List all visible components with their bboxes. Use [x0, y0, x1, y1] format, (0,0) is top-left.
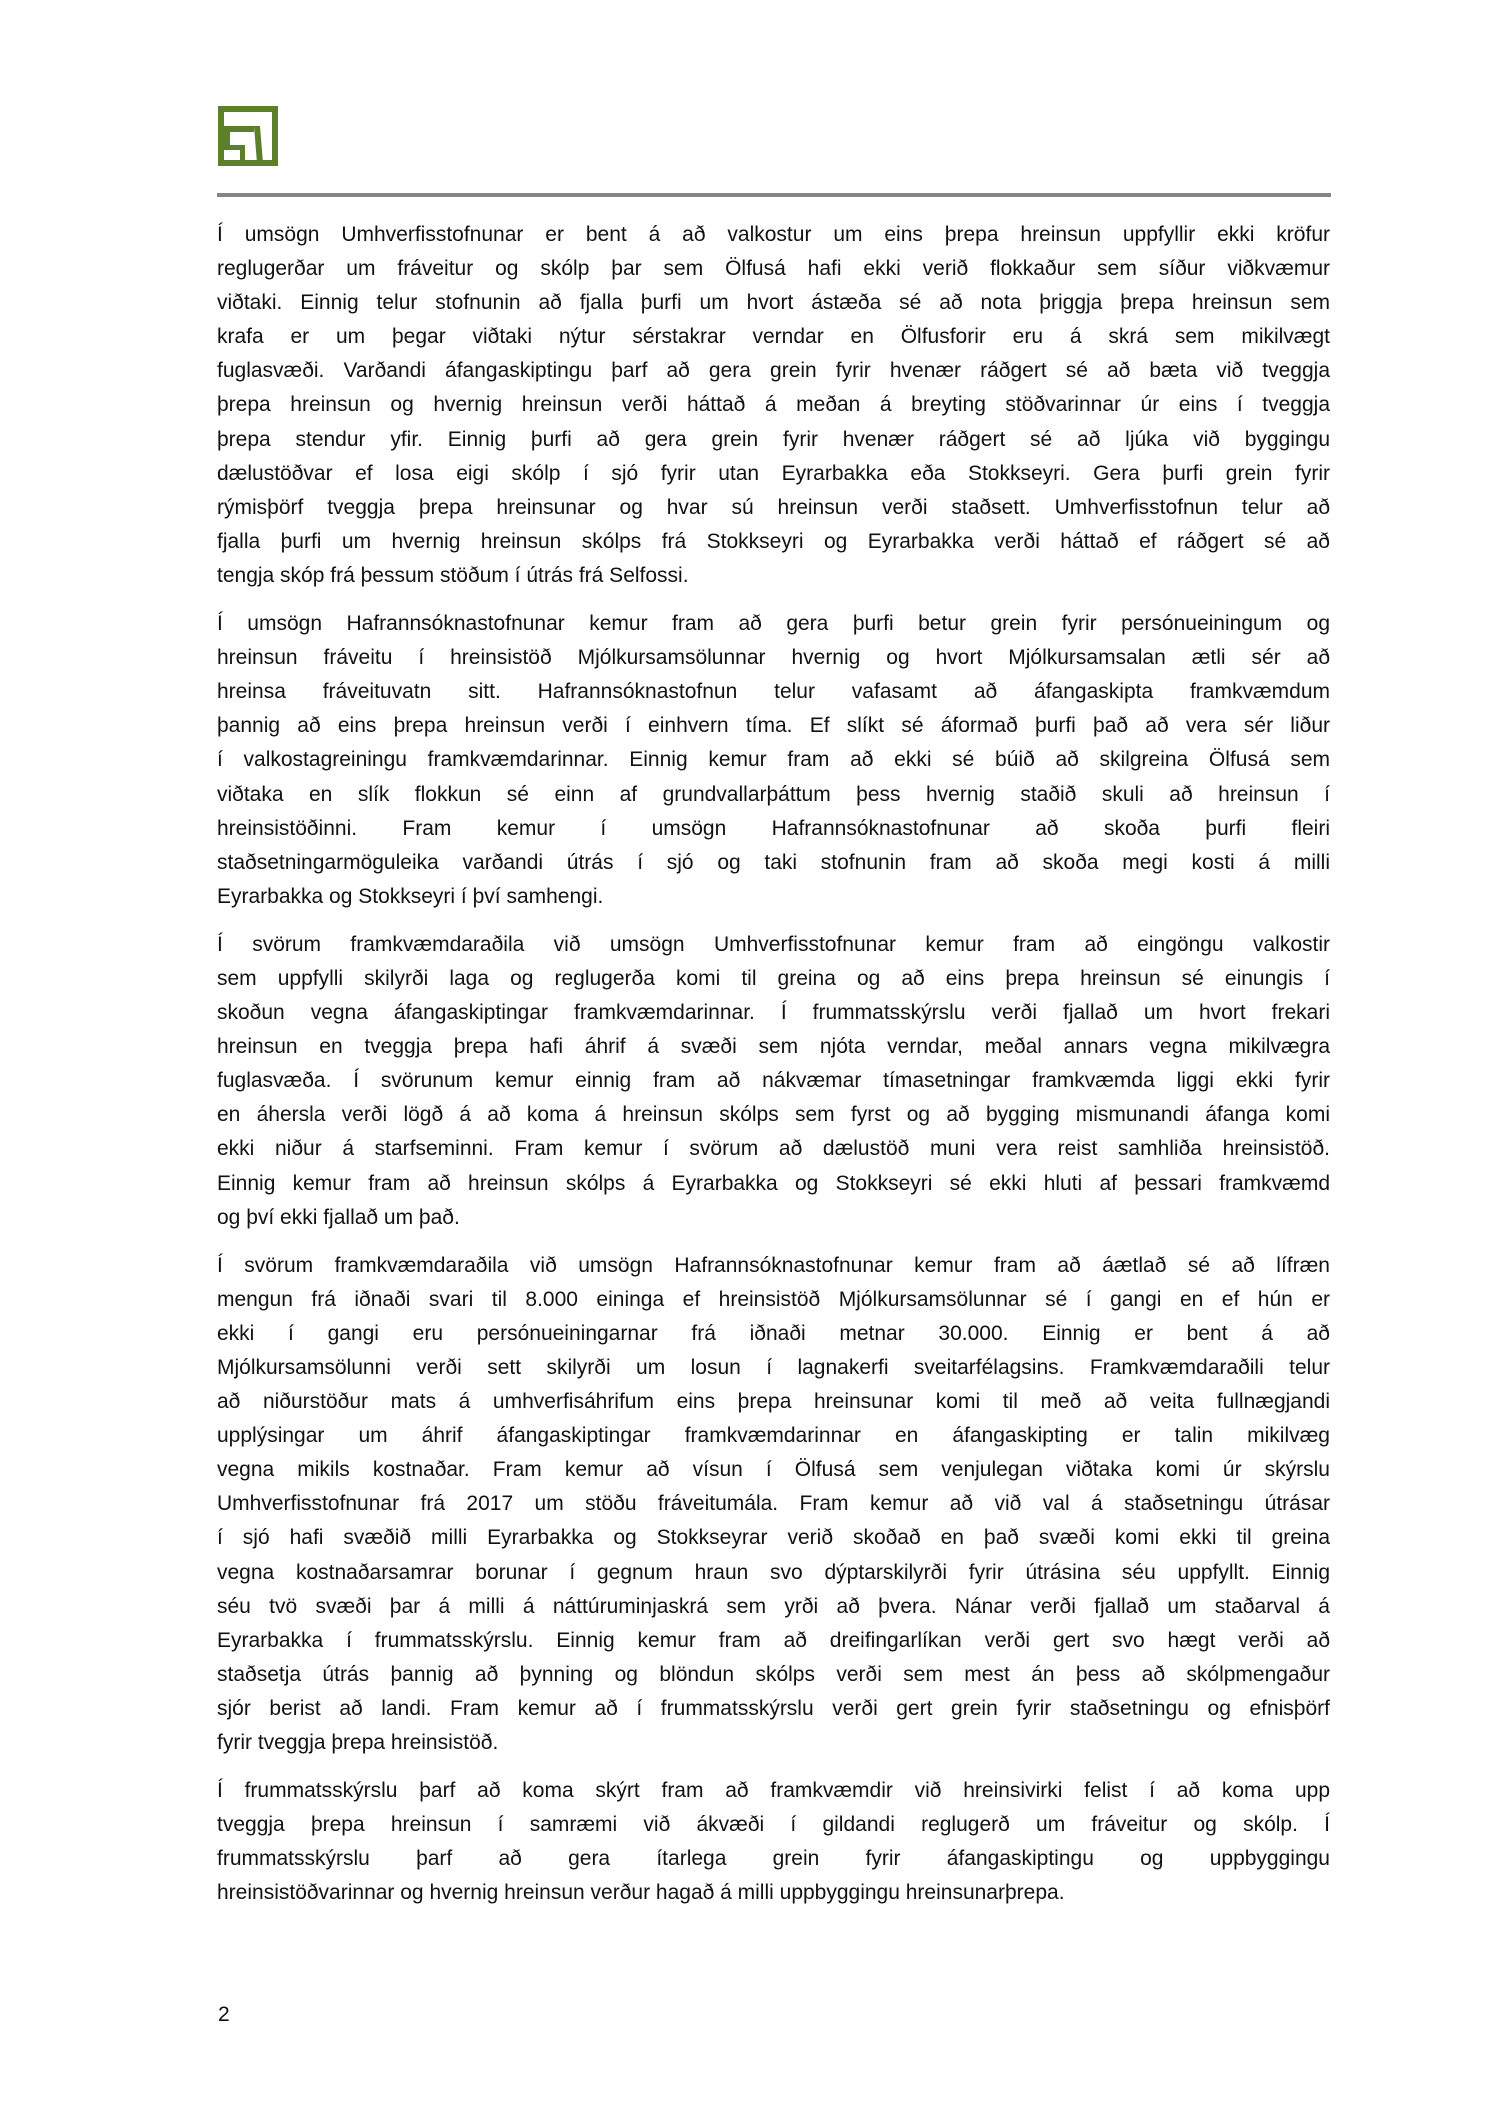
- paragraph-line: vegna mikils kostnaðar. Fram kemur að vísun í Ölfusá sem venjulegan viðtaka komi úr skýrslu: [217, 1458, 1330, 1482]
- paragraph: [217, 928, 1330, 1235]
- paragraph: [217, 1774, 1330, 1910]
- header-rule: [217, 193, 1331, 197]
- organization-logo-icon: [218, 106, 278, 166]
- page-number: 2: [218, 2003, 230, 2026]
- paragraph-line: frummatsskýrslu þarf að gera ítarlega grein fyrir áfangaskiptingu og uppbyggingu: [217, 1847, 1330, 1871]
- paragraph-line: mengun frá iðnaði svari til 8.000 eininga ef hreinsistöð Mjólkursamsölunnar sé í gangi en ef hún er: [217, 1287, 1330, 1311]
- paragraph-line: og því ekki fjallað um það.: [217, 1205, 460, 1229]
- paragraph-line: reglugerðar um fráveitur og skólp þar sem Ölfusá hafi ekki verið flokkaður sem síður viðkvæmur: [217, 257, 1330, 281]
- paragraph-line: í sjó hafi svæðið milli Eyrarbakka og Stokkseyrar verið skoðað en það svæði komi ekki til greina: [217, 1526, 1330, 1550]
- paragraph-line: tengja skóp frá þessum stöðum í útrás frá Selfossi.: [217, 563, 689, 587]
- paragraph-line: Eyrarbakka í frummatsskýrslu. Einnig kemur fram að dreifingarlíkan verði gert svo hægt verði að: [217, 1628, 1330, 1652]
- paragraph-line: skoðun vegna áfangaskiptingar framkvæmdarinnar. Í frummatsskýrslu verði fjallað um hvort frekari: [217, 1001, 1330, 1025]
- paragraph-line: Eyrarbakka og Stokkseyri í því samhengi.: [217, 884, 604, 908]
- paragraph-line: Mjólkursamsölunni verði sett skilyrði um losun í lagnakerfi sveitarfélagsins. Framkvæmdaraðili telur: [217, 1356, 1330, 1379]
- paragraph: [217, 607, 1330, 914]
- paragraph-line: staðsetningarmöguleika varðandi útrás í sjó og taki stofnunin fram að skoða megi kosti á milli: [217, 850, 1330, 874]
- paragraph-line: fyrir tveggja þrepa hreinsistöð.: [217, 1731, 499, 1755]
- paragraph-line: hreinsistöðinni. Fram kemur í umsögn Hafrannsóknastofnunar að skoða þurfi fleiri: [217, 816, 1330, 840]
- paragraph-line: krafa er um þegar viðtaki nýtur sérstakrar verndar en Ölfusforir eru á skrá sem mikilvægt: [217, 325, 1330, 349]
- paragraph-line: Einnig kemur fram að hreinsun skólps á Eyrarbakka og Stokkseyri sé ekki hluti af þessari framkvæmd: [217, 1171, 1330, 1195]
- paragraph-line: fjalla þurfi um hvernig hreinsun skólps frá Stokkseyri og Eyrarbakka verði háttað ef ráðgert sé að: [217, 529, 1330, 553]
- paragraph-line: þrepa hreinsun og hvernig hreinsun verði háttað á meðan á breyting stöðvarinnar úr eins í tveggja: [217, 393, 1330, 417]
- paragraph-line: sjór berist að landi. Fram kemur að í frummatsskýrslu verði gert grein fyrir staðsetningu og efnisþörf: [217, 1696, 1330, 1720]
- paragraph-line: vegna kostnaðarsamrar borunar í gegnum hraun svo dýptarskilyrði fyrir útrásina séu uppfyllt. Einnig: [217, 1560, 1330, 1584]
- paragraph-line: en áhersla verði lögð á að koma á hreinsun skólps sem fyrst og að bygging mismunandi áfanga komi: [217, 1103, 1330, 1127]
- paragraph-line: séu tvö svæði þar á milli á náttúruminjaskrá sem yrði að þvera. Nánar verði fjallað um staðarval á: [217, 1594, 1330, 1618]
- paragraph-line: hreinsistöðvarinnar og hvernig hreinsun verður hagað á milli uppbyggingu hreinsunarþrepa.: [217, 1881, 1065, 1905]
- paragraph-line: þrepa stendur yfir. Einnig þurfi að gera grein fyrir hvenær ráðgert sé að ljúka við byggingu: [217, 427, 1330, 451]
- paragraph-line: hreinsun en tveggja þrepa hafi áhrif á svæði sem njóta verndar, meðal annars vegna mikilvægra: [217, 1035, 1330, 1059]
- paragraph-line: ekki í gangi eru persónueiningarnar frá iðnaði metnar 30.000. Einnig er bent á að: [217, 1321, 1330, 1345]
- paragraph-line: staðsetja útrás þannig að þynning og blöndun skólps verði sem mest án þess að skólpmengaður: [217, 1662, 1330, 1686]
- paragraph-line: tveggja þrepa hreinsun í samræmi við ákvæði í gildandi reglugerð um fráveitur og skólp. Í: [217, 1813, 1330, 1837]
- paragraph-line: hreinsa fráveituvatn sitt. Hafrannsóknastofnun telur vafasamt að áfangaskipta framkvæmdum: [217, 680, 1330, 704]
- paragraph: [217, 1249, 1330, 1760]
- paragraph-line: Í svörum framkvæmdaraðila við umsögn Umhverfisstofnunar kemur fram að eingöngu valkostir: [217, 932, 1330, 956]
- paragraph-line: viðtaka en slík flokkun sé einn af grundvallarþáttum þess hvernig staðið skuli að hreinsun í: [217, 782, 1330, 806]
- document-body: [217, 218, 1330, 1925]
- paragraph-line: Í umsögn Umhverfisstofnunar er bent á að valkostur um eins þrepa hreinsun uppfyllir ekki kröfur: [217, 223, 1330, 246]
- paragraph-line: rýmisþörf tveggja þrepa hreinsunar og hvar sú hreinsun verði staðsett. Umhverfisstofnun telur að: [217, 495, 1330, 519]
- paragraph-line: Í umsögn Hafrannsóknastofnunar kemur fram að gera þurfi betur grein fyrir persónueiningum og: [217, 612, 1330, 636]
- paragraph: [217, 218, 1330, 593]
- paragraph-line: þannig að eins þrepa hreinsun verði í einhvern tíma. Ef slíkt sé áformað þurfi það að vera sér liður: [217, 714, 1330, 738]
- paragraph-line: fuglasvæði. Varðandi áfangaskiptingu þarf að gera grein fyrir hvenær ráðgert sé að bæta við tveggja: [217, 359, 1330, 383]
- paragraph-line: Umhverfisstofnunar frá 2017 um stöðu fráveitumála. Fram kemur að við val á staðsetningu útrásar: [217, 1492, 1330, 1516]
- paragraph-line: upplýsingar um áhrif áfangaskiptingar framkvæmdarinnar en áfangaskipting er talin mikilvæg: [217, 1424, 1330, 1448]
- paragraph-line: viðtaki. Einnig telur stofnunin að fjalla þurfi um hvort ástæða sé að nota þriggja þrepa hreinsun sem: [217, 291, 1330, 315]
- paragraph-line: fuglasvæða. Í svörunum kemur einnig fram að nákvæmar tímasetningar framkvæmda liggi ekki fyrir: [217, 1069, 1330, 1093]
- paragraph-line: ekki niður á starfseminni. Fram kemur í svörum að dælustöð muni vera reist samhliða hreinsistöð.: [217, 1137, 1330, 1161]
- paragraph-line: hreinsun fráveitu í hreinsistöð Mjólkursamsölunnar hvernig og hvort Mjólkursamsalan ætli sér að: [217, 646, 1330, 670]
- paragraph-line: Í svörum framkvæmdaraðila við umsögn Hafrannsóknastofnunar kemur fram að áætlað sé að lífræn: [217, 1253, 1330, 1277]
- paragraph-line: í valkostagreiningu framkvæmdarinnar. Einnig kemur fram að ekki sé búið að skilgreina Ölfusá sem: [217, 748, 1330, 772]
- paragraph-line: sem uppfylli skilyrði laga og reglugerða komi til greina og að eins þrepa hreinsun sé einungis í: [217, 966, 1330, 990]
- paragraph-line: Í frummatsskýrslu þarf að koma skýrt fram að framkvæmdir við hreinsivirki felist í að koma upp: [217, 1779, 1330, 1803]
- paragraph-line: að niðurstöður mats á umhverfisáhrifum eins þrepa hreinsunar komi til með að veita fullnægjandi: [217, 1390, 1330, 1414]
- paragraph-line: dælustöðvar ef losa eigi skólp í sjó fyrir utan Eyrarbakka eða Stokkseyri. Gera þurfi grein fyrir: [217, 461, 1330, 485]
